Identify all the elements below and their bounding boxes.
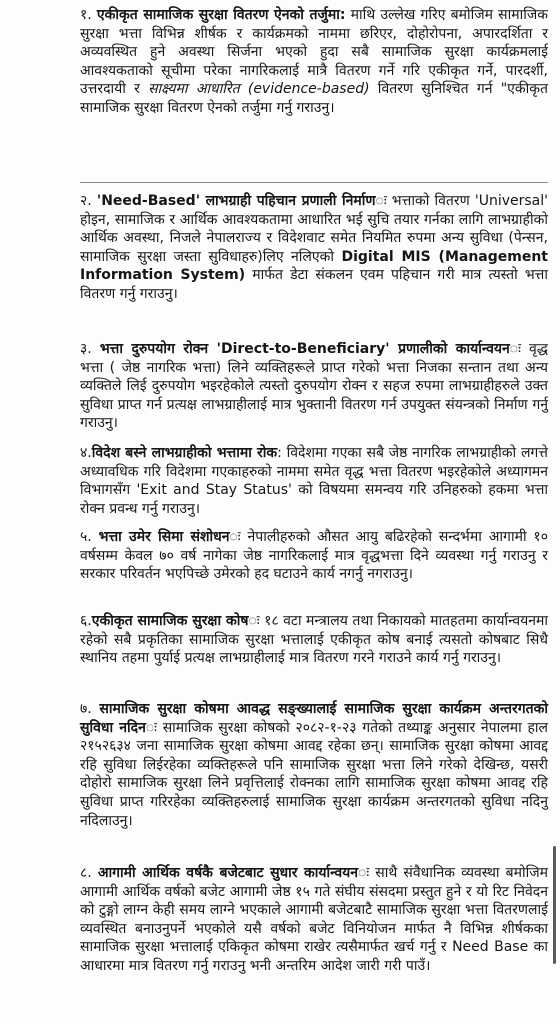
paragraph-number: २.	[80, 193, 92, 209]
paragraph-body-continued: मार्फत डेटा संकलन एवम पहिचान गरी मात्र त्यस्तो भत्ता वितरण गर्नु गराउनु।	[80, 267, 548, 302]
paragraph-4	[80, 444, 548, 518]
paragraph-body: ः सामाजिक सुरक्षा कोषको २०८२-१-२३ गतेको तथ्याङ्क अनुसार नेपालमा हाल २१५२६३४ जना सामाजिक सुरक्षा कोषमा आवद्द रहेका छन्। सामाजिक सुरक्षा कोषमा आवद्द रहि सुविधा लिईरहेका व्यक्तिहरूले पनि सामाजिक सुरक्षा भत्ता लिने गरेको देखिन्छ, यसरी दोहोरो सामाजिक सुरक्षा लिने प्रवृत्तिलाई रोक्नका लागि सामाजिक सुरक्षा कोषमा आवद्द रहि सुविधा प्राप्त गरिरहेका व्यक्तिहरुलाई सामाजिक सुरक्षा कार्यक्रम अन्तरगतको सुविधा नदिनु नदिलाउनु।	[80, 719, 548, 829]
paragraph-body: : विदेशमा गएका सबै जेष्ठ नागरिक लाभग्राहीको लगत्ते अध्यावधिक गरि विदेशमा गएकाहरुको नाममा समेत वृद्ध भत्ता वितरण भइरहेकोले अध्यागमन विभागसँग 'Exit and Stay Status' को विषयमा समन्वय गरि उनिहरुको हकमा भत्ता रोक्न प्रवन्ध गर्नु गराउनु।	[80, 445, 548, 517]
paragraph-number: ८.	[80, 865, 92, 881]
paragraph-8	[80, 864, 548, 976]
section-divider	[80, 182, 548, 183]
paragraph-heading: भत्ता उमेर सिमा संशोधन	[98, 529, 230, 545]
scrollbar-thumb[interactable]	[553, 846, 556, 964]
paragraph-heading: 'Need-Based' लाभग्राही पहिचान प्रणाली निर्माण	[96, 193, 376, 209]
paragraph-body: माथि उल्लेख गरिए बमोजिम सामाजिक सुरक्षा भत्ता विभिन्न शीर्षक र कार्यक्रमको नाममा छरिएर, दोहोरोपना, अपारदर्शिता र अव्यवस्थित हुने अवस्था सिर्जना भएको हुदा सबै सामाजिक सुरक्षा कार्यक्रमलाई आवश्यकताको सूचीमा परेका नागरिकलाई मात्रै वितरण गर्ने गरि एकीकृत गर्ने, पारदर्शी, उत्तरदायी र	[80, 7, 548, 98]
paragraph-2	[80, 192, 548, 304]
paragraph-number: ७.	[80, 701, 92, 717]
paragraph-body: ः वृद्ध भत्ता ( जेष्ठ नागरिक भत्ता) लिने व्यक्तिहरूले प्राप्त गरेको भत्ता निजका सन्तान तथा अन्य व्यक्तिले लिई दुरुपयोग भइरहेकोले त्यस्तो दुरुपयोग रोक्न र सहज रुपमा लाभग्राहीहरुले उक्त सुविधा प्राप्त गर्न प्रत्यक्ष लाभग्राहीलाई मात्र भुक्तानी वितरण गर्न उपयुक्त संयन्त्रको निर्माण गर्नु गराउनु।	[80, 341, 548, 432]
paragraph-number: १.	[80, 7, 92, 23]
paragraph-number: ५.	[80, 529, 92, 545]
paragraph-heading: आगामी आर्थिक वर्षकै बजेटबाट सुधार कार्यान्वयन	[97, 865, 359, 881]
paragraph-italic-phrase: साक्ष्यमा आधारित (evidence-based)	[148, 81, 370, 98]
paragraph-6	[80, 612, 548, 668]
paragraph-number: ४.	[80, 445, 92, 461]
paragraph-heading: एकीकृत सामाजिक सुरक्षा वितरण ऐनको तर्जुमा:	[96, 7, 346, 23]
paragraph-body: ः भत्ताको वितरण 'Universal' होइन, सामाजिक र आर्थिक आवश्यकतामा आधारित भई सुचि तयार गर्नका लागि लाभग्राहीको आर्थिक अवस्था, निजले नेपालराज्य र विदेशवाट समेत नियमित रुपमा अन्य सुविधा (पेन्सन, सामाजिक सुरक्षा जस्ता सुविधाहरु)लिए नलिएको	[80, 193, 548, 265]
paragraph-bold-phrase: Digital MIS (Management Information System)	[80, 248, 548, 284]
paragraph-body: ः नेपालीहरुको औसत आयु बढिरहेको सन्दर्भमा आगामी १० वर्षसम्म केवल ७० वर्ष नागेका जेष्ठ नागरिकलाई मात्र वृद्धभत्ता दिने व्यवस्था गर्नु गराउनु र सरकार परिवर्तन भएपिच्छे उमेरको हद घटाउने कार्य नगर्नु नगराउनु।	[80, 529, 548, 583]
paragraph-3	[80, 340, 548, 433]
paragraph-heading: भत्ता दुरुपयोग रोक्न 'Direct-to-Beneficiary' प्रणालीको कार्यान्वयन	[99, 341, 510, 357]
paragraph-body: ः १८ वटा मन्त्रालय तथा निकायको मातहतमा कार्यान्वयनमा रहेको सबै प्रकृतिका सामाजिक सुरक्षा भत्तालाई एकीकृत कोष बनाई त्यसतो कोषबाट सिधै स्थानिय तहमा पुर्याई प्रत्यक्ष लाभग्राहीलाई मात्र वितरण गरने गराउने कार्य गर्नु गराउनु।	[80, 613, 548, 667]
paragraph-heading: विदेश बस्ने लाभग्राहीको भत्तामा रोक	[91, 445, 278, 461]
paragraph-body-continued: वितरण सुनिश्चित गर्न "एकीकृत सामाजिक सुरक्षा वितरण ऐनको तर्जुमा गर्नु गराउनु।	[80, 81, 548, 116]
paragraph-1	[80, 6, 548, 118]
paragraph-number: ६.	[80, 613, 92, 629]
paragraph-number: ३.	[80, 341, 92, 357]
paragraph-heading: एकीकृत सामाजिक सुरक्षा कोष	[91, 613, 249, 629]
paragraph-7	[80, 700, 548, 830]
paragraph-body: ः साथै संवैधानिक व्यवस्था बमोजिम आगामी आर्थिक वर्षको बजेट आगामी जेष्ठ १५ गते संघीय संसदमा प्रस्तुत हुने र यो रिट निवेदन को टुङ्गो लाग्न केही समय लाग्ने भएकाले आगामी बजेटबाटै सामाजिक सुरक्षा भत्ता वितरणलाई व्यवस्थित बनाउनुपर्ने भएकोले यसै वर्षको बजेट विनियोजन मार्फत नै विभिन्न शीर्षकका सामाजिक सुरक्षा भत्तालाई एकिकृत कोषमा राखेर त्यसैमार्फत खर्च गर्नु र Need Base का आधारमा मात्र वितरण गर्नु गराउनु भनी अन्तरिम आदेश जारी गरी पाउँ।	[80, 865, 549, 974]
paragraph-heading: सामाजिक सुरक्षा कोषमा आवद्ध सङ्ख्यालाई सामाजिक सुरक्षा कार्यक्रम अन्तरगतको सुविधा नदिन	[80, 701, 548, 736]
paragraph-5	[80, 528, 548, 584]
